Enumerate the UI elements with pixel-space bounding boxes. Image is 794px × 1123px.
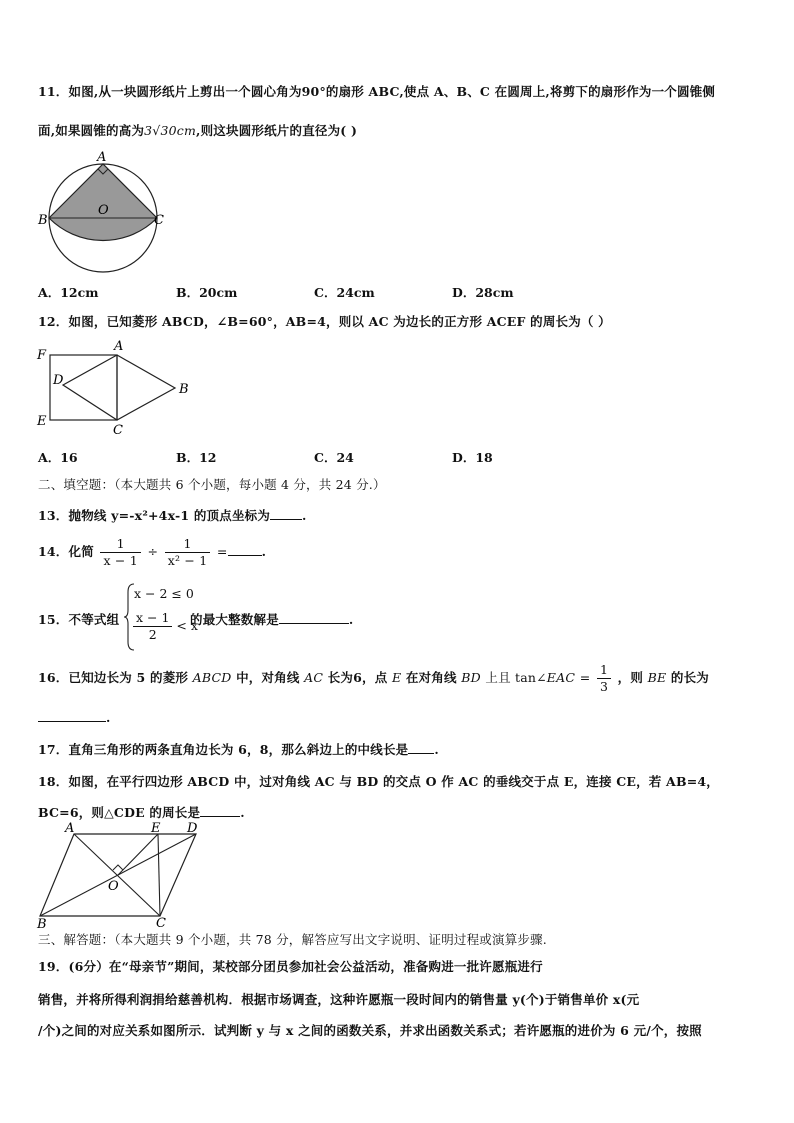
q11-figure xyxy=(36,150,166,276)
section2-heading: 二、填空题：（本大题共 6 个小题，每小题 4 分，共 24 分.） xyxy=(38,477,386,492)
q14-f2-num: 1 xyxy=(165,536,211,553)
q11-option-c: C．24cm xyxy=(314,285,375,300)
section3-heading: 三、解答题：（本大题共 9 个小题，共 78 分，解答应写出文字说明、证明过程或演算步骤. xyxy=(38,932,547,947)
q15-inequality-2 xyxy=(133,610,198,643)
q15-blank xyxy=(279,611,349,624)
q11-line1: 11．如图,从一块圆形纸片上剪出一个圆心角为90°的扇形 ABC,使点 A、B、C 在圆周上,将剪下的扇形作为一个圆锥侧 xyxy=(38,84,716,99)
q11-line2-a: 面,如果圆锥的高为 xyxy=(38,123,145,138)
q18-label-E: E xyxy=(151,821,161,836)
q14-line xyxy=(38,536,266,569)
q15-ineq2-fraction xyxy=(133,610,172,643)
q17-end: . xyxy=(434,742,439,757)
q16-tan-den: 3 xyxy=(599,679,609,694)
q18-label-C: C xyxy=(156,916,166,930)
q16-e: E xyxy=(391,670,402,685)
q15-end: . xyxy=(348,612,354,627)
q15-prefix: 15．不等式组 xyxy=(38,612,120,627)
q18-label-B: B xyxy=(37,917,47,930)
q12-label-F: F xyxy=(37,348,47,363)
q19-line1: 19．(6分）在“母亲节”期间，某校部分团员参加社会公益活动，准备购进一批许愿瓶进行 xyxy=(38,959,543,974)
q17-text: 17．直角三角形的两条直角边长为 6，8，那么斜边上的中线长是 xyxy=(38,742,409,757)
q13-end: . xyxy=(302,508,307,523)
q16-be: BE xyxy=(647,670,667,685)
q12-label-D: D xyxy=(53,373,64,388)
q12-text: 12．如图，已知菱形 ABCD，∠B=60°，AB=4，则以 AC 为边长的正方形 ACEF 的周长为（ ） xyxy=(38,314,611,329)
q16-tan-num: 1 xyxy=(597,662,611,679)
q12-label-C: C xyxy=(113,423,123,438)
q11-height: 3√30cm xyxy=(144,123,197,138)
q12-label-B: B xyxy=(179,382,189,397)
q18-figure xyxy=(34,820,204,930)
q16-h: 的长为 xyxy=(670,670,710,685)
q11-option-d: D．28cm xyxy=(452,285,514,300)
q19-line3: /个)之间的对应关系如图所示．试判断 y 与 x 之间的函数关系，并求出函数关系式；若许愿瓶的进价为 6 元/个，按照 xyxy=(38,1023,702,1038)
q12-figure xyxy=(34,338,194,440)
q15-suffix: 的最大整数解是 xyxy=(190,612,279,627)
q18-label-A: A xyxy=(65,821,75,836)
q17-blank xyxy=(408,741,434,754)
q14-blank xyxy=(228,543,262,556)
q14-fraction-1 xyxy=(100,536,140,569)
q18-line2 xyxy=(38,803,245,821)
q14-equals: = xyxy=(216,544,228,559)
q16-d: 在对角线 xyxy=(405,670,457,685)
q16-a: 16．已知边长为 5 的菱形 xyxy=(38,670,189,685)
q16-blank xyxy=(38,709,106,722)
q18-line1: 18．如图，在平行四边形 ABCD 中，过对角线 AC 与 BD 的交点 O 作 AC 的垂线交于点 E，连接 CE，若 AB=4， xyxy=(38,774,719,789)
q14-f1-num: 1 xyxy=(100,536,140,553)
q16-answer-line xyxy=(38,709,111,725)
q14-prefix: 14．化简 xyxy=(38,544,94,559)
q16-f: 上且 tan xyxy=(485,670,537,685)
q14-operator: ÷ xyxy=(147,544,159,559)
q11-label-A: A xyxy=(97,150,107,165)
q16-c: 长为6，点 xyxy=(327,670,388,685)
q13-line xyxy=(38,506,307,524)
q16-bd: BD xyxy=(461,670,481,685)
q13-blank xyxy=(270,507,302,520)
q18-blank xyxy=(200,804,240,817)
q16-end: . xyxy=(106,710,111,725)
q16-tan-fraction xyxy=(597,662,611,695)
q15-suffix-line xyxy=(190,610,353,628)
q15-inequality-1: x − 2 ≤ 0 xyxy=(134,586,194,601)
q14-f1-den: x − 1 xyxy=(103,553,138,568)
q12-label-E: E xyxy=(37,414,47,429)
q11-option-b: B．20cm xyxy=(176,285,238,300)
q12-label-A: A xyxy=(114,339,124,354)
q11-option-a: A．12cm xyxy=(38,285,99,300)
q14-end: . xyxy=(261,544,267,559)
q18-line2-text: BC=6，则△CDE 的周长是 xyxy=(38,805,201,820)
q16-eq: = xyxy=(579,670,591,685)
q16-b: 中，对角线 xyxy=(236,670,300,685)
q14-fraction-2 xyxy=(165,536,211,569)
q17-line xyxy=(38,740,439,758)
q18-label-D: D xyxy=(187,821,198,836)
q11-line2 xyxy=(38,121,357,139)
q13-text: 13．抛物线 y=-x²+4x-1 的顶点坐标为 xyxy=(38,508,271,523)
q16-line xyxy=(38,662,709,695)
q12-option-d: D．18 xyxy=(452,450,493,465)
q12-option-a: A．16 xyxy=(38,450,78,465)
q16-angle: ∠EAC xyxy=(536,670,576,685)
q16-abcd: ABCD xyxy=(192,670,232,685)
q12-option-c: C．24 xyxy=(314,450,354,465)
q14-f2-den: x² − 1 xyxy=(167,553,208,568)
q15-ineq2-rel: < x xyxy=(176,618,198,633)
q19-line2: 销售，并将所得利润捐给慈善机构．根据市场调查，这种许愿瓶一段时间内的销售量 y(个)于销售单价 x(元 xyxy=(38,992,640,1007)
q18-label-O: O xyxy=(108,879,119,894)
q12-option-b: B．12 xyxy=(176,450,217,465)
q18-end: . xyxy=(240,805,245,820)
q11-line2-b: ,则这块圆形纸片的直径为( ) xyxy=(196,123,358,138)
q11-label-O: O xyxy=(98,203,109,218)
q15-ineq2-num: x − 1 xyxy=(133,610,172,627)
q16-g: ，则 xyxy=(617,670,644,685)
q16-ac: AC xyxy=(304,670,324,685)
q15-ineq2-den: 2 xyxy=(148,627,157,642)
q11-label-B: B xyxy=(38,213,48,228)
q11-label-C: C xyxy=(154,213,164,228)
